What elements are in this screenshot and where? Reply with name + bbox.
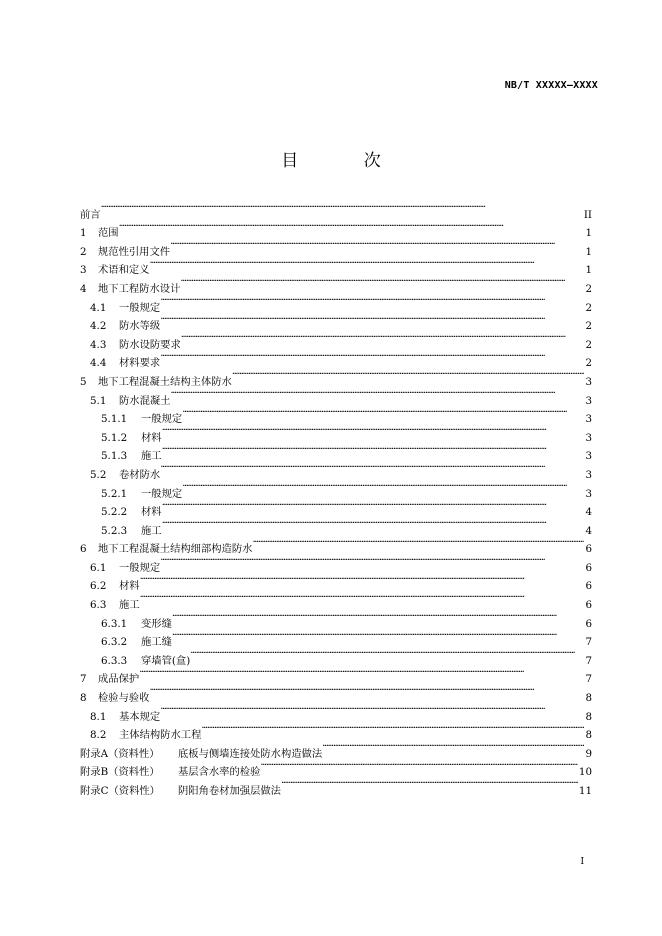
toc-entry-title: 材料要求 <box>119 357 161 370</box>
toc-entry-title: 材料 <box>119 580 140 593</box>
toc-entry-title: 防水混凝土 <box>119 394 171 407</box>
toc-entry[interactable] <box>80 701 592 723</box>
toc-entry-number: 2 <box>80 245 87 258</box>
toc-entry-title: 材料 <box>141 431 162 444</box>
toc-entry-page: 8 <box>585 729 592 742</box>
footer-page-number: I <box>580 857 584 867</box>
toc-entry-number: 6.1 <box>90 561 107 574</box>
table-of-contents <box>80 199 592 797</box>
toc-entry-page: 7 <box>585 654 592 667</box>
toc-entry-page: 3 <box>585 487 592 500</box>
toc-leader-dots <box>162 422 585 441</box>
toc-entry-title: 术语和定义 <box>98 264 150 277</box>
toc-entry-title: 底板与侧墙连接处防水构造做法 <box>178 747 323 760</box>
toc-entry-title: 施工 <box>119 599 140 612</box>
toc-entry-number: 6.3 <box>90 599 107 612</box>
toc-leader-dots <box>180 273 584 292</box>
toc-entry-number: 5.2.1 <box>101 487 128 500</box>
toc-entry-title: 施工 <box>141 450 162 463</box>
toc-entry-page: 2 <box>585 357 592 370</box>
toc-entry-number: 8 <box>80 692 87 705</box>
toc-entry-number: 4.4 <box>90 357 107 370</box>
toc-leader-dots <box>160 348 584 367</box>
toc-entry-page: 1 <box>585 264 592 277</box>
toc-entry-title: 一般规定 <box>119 301 161 314</box>
toc-entry[interactable] <box>80 608 592 630</box>
toc-entry[interactable] <box>80 273 592 295</box>
toc-entry-number: 5.2 <box>90 468 107 481</box>
toc-entry[interactable] <box>80 199 592 221</box>
toc-entry-number: 8.1 <box>90 710 107 723</box>
toc-leader-dots <box>252 534 584 553</box>
toc-entry-number: 5.2.3 <box>101 524 128 537</box>
toc-leader-dots <box>182 404 584 423</box>
toc-entry-page: 2 <box>585 301 592 314</box>
toc-leader-dots <box>162 441 585 460</box>
toc-entry-page: 6 <box>585 543 592 556</box>
toc-entry-number: 6.3.3 <box>101 654 128 667</box>
toc-leader-dots <box>160 311 584 330</box>
toc-entry-title: 一般规定 <box>119 561 161 574</box>
toc-leader-dots <box>160 292 584 311</box>
toc-leader-dots <box>162 515 585 534</box>
toc-entry-title: 施工 <box>141 524 162 537</box>
toc-leader-dots <box>162 497 585 516</box>
toc-entry[interactable] <box>80 236 592 258</box>
toc-entry-title: 规范性引用文件 <box>98 245 171 258</box>
toc-entry-number: 5.1 <box>90 394 107 407</box>
toc-entry-title: 范围 <box>98 227 119 240</box>
toc-leader-dots <box>281 775 578 794</box>
toc-entry[interactable] <box>80 255 592 277</box>
toc-entry-page: 2 <box>585 338 592 351</box>
toc-entry-number: 5.1.3 <box>101 450 128 463</box>
toc-leader-dots <box>140 589 585 608</box>
toc-leader-dots <box>149 255 584 274</box>
toc-entry-page: II <box>583 208 592 221</box>
toc-entry-title: 一般规定 <box>141 413 183 426</box>
toc-entry-page: 6 <box>585 561 592 574</box>
toc-leader-dots <box>101 199 583 218</box>
toc-entry-number: 5.2.2 <box>101 506 128 519</box>
toc-entry-page: 3 <box>585 450 592 463</box>
toc-entry-number: 6.2 <box>90 580 107 593</box>
standard-code: NB/T XXXXX—XXXX <box>504 80 598 91</box>
toc-leader-dots <box>160 459 584 478</box>
toc-entry-page: 2 <box>585 320 592 333</box>
toc-leader-dots <box>322 738 584 757</box>
toc-entry-title: 地下工程混凝土结构主体防水 <box>98 375 232 388</box>
toc-entry-number: 附录B（资料性） <box>80 766 160 779</box>
toc-entry-page: 8 <box>585 710 592 723</box>
toc-entry-number: 6 <box>80 543 87 556</box>
toc-entry-number: 6.3.2 <box>101 636 128 649</box>
toc-entry-page: 2 <box>585 282 592 295</box>
toc-leader-dots <box>172 608 585 627</box>
toc-entry-title: 检验与验收 <box>98 692 150 705</box>
toc-entry-title: 成品保护 <box>98 673 140 686</box>
toc-leader-dots <box>190 645 584 664</box>
toc-entry-page: 6 <box>585 617 592 630</box>
toc-entry-title: 防水设防要求 <box>119 338 181 351</box>
toc-entry-title: 变形缝 <box>141 617 172 630</box>
toc-entry-page: 3 <box>585 468 592 481</box>
toc-entry-number: 7 <box>80 673 87 686</box>
toc-entry-title: 基本规定 <box>119 710 161 723</box>
toc-leader-dots <box>170 236 584 255</box>
toc-entry-number: 4 <box>80 282 87 295</box>
toc-entry-page: 10 <box>578 766 592 779</box>
toc-entry-number: 4.1 <box>90 301 107 314</box>
toc-entry[interactable] <box>80 589 592 612</box>
toc-entry-page: 7 <box>585 636 592 649</box>
toc-entry-title: 主体结构防水工程 <box>119 729 202 742</box>
toc-leader-dots <box>201 720 584 739</box>
toc-entry-number: 8.2 <box>90 729 107 742</box>
toc-entry-page: 11 <box>578 785 592 797</box>
toc-leader-dots <box>139 664 584 683</box>
toc-entry-page: 4 <box>585 524 592 537</box>
toc-entry-number: 3 <box>80 264 87 277</box>
toc-entry-number: 5.1.1 <box>101 413 128 426</box>
toc-entry-page: 6 <box>585 599 592 612</box>
toc-entry-title: 防水等级 <box>119 320 161 333</box>
toc-entry-page: 3 <box>585 375 592 388</box>
toc-leader-dots <box>160 701 584 720</box>
toc-entry-page: 3 <box>585 394 592 407</box>
toc-entry-number: 1 <box>80 227 87 240</box>
toc-entry-page: 1 <box>585 245 592 258</box>
toc-entry-number: 附录A（资料性） <box>80 747 160 760</box>
toc-entry-number: 5.1.2 <box>101 431 128 444</box>
toc-entry-page: 1 <box>585 227 592 240</box>
toc-entry-page: 9 <box>585 747 592 760</box>
toc-leader-dots <box>119 218 585 237</box>
toc-entry-page: 6 <box>585 580 592 593</box>
toc-entry[interactable] <box>80 664 592 686</box>
toc-leader-dots <box>172 627 585 646</box>
toc-leader-dots <box>170 385 584 404</box>
toc-entry[interactable] <box>80 218 592 240</box>
toc-entry[interactable] <box>80 571 592 593</box>
toc-leader-dots <box>260 757 578 776</box>
toc-entry-page: 8 <box>585 692 592 705</box>
toc-entry-title: 卷材防水 <box>119 468 161 481</box>
toc-leader-dots <box>182 478 584 497</box>
toc-entry-title: 材料 <box>141 506 162 519</box>
toc-leader-dots <box>140 571 585 590</box>
toc-entry-number: 附录C（资料性） <box>80 785 160 797</box>
toc-leader-dots <box>232 366 585 385</box>
toc-entry-page: 3 <box>585 431 592 444</box>
toc-entry-number: 4.3 <box>90 338 107 351</box>
toc-entry-title: 地下工程混凝土结构细部构造防水 <box>98 543 253 556</box>
toc-entry-title: 穿墙管(盒) <box>141 654 191 667</box>
toc-entry-title: 一般规定 <box>141 487 183 500</box>
page-title: 目 次 <box>281 151 411 171</box>
toc-entry-number: 4.2 <box>90 320 107 333</box>
toc-leader-dots <box>181 329 585 348</box>
toc-entry-title: 基层含水率的检验 <box>178 766 261 779</box>
toc-entry-number: 5 <box>80 375 87 388</box>
toc-entry-page: 4 <box>585 506 592 519</box>
toc-entry-page: 3 <box>585 413 592 426</box>
toc-entry-number: 6.3.1 <box>101 617 128 630</box>
toc-entry-title: 阴阳角卷材加强层做法 <box>178 785 281 797</box>
toc-leader-dots <box>160 552 584 571</box>
toc-entry-page: 7 <box>585 673 592 686</box>
toc-entry-title: 地下工程防水设计 <box>98 282 181 295</box>
toc-leader-dots <box>149 682 584 701</box>
toc-entry-title: 前言 <box>80 208 101 221</box>
toc-entry-title: 施工缝 <box>141 636 172 649</box>
toc-entry[interactable] <box>80 682 592 705</box>
